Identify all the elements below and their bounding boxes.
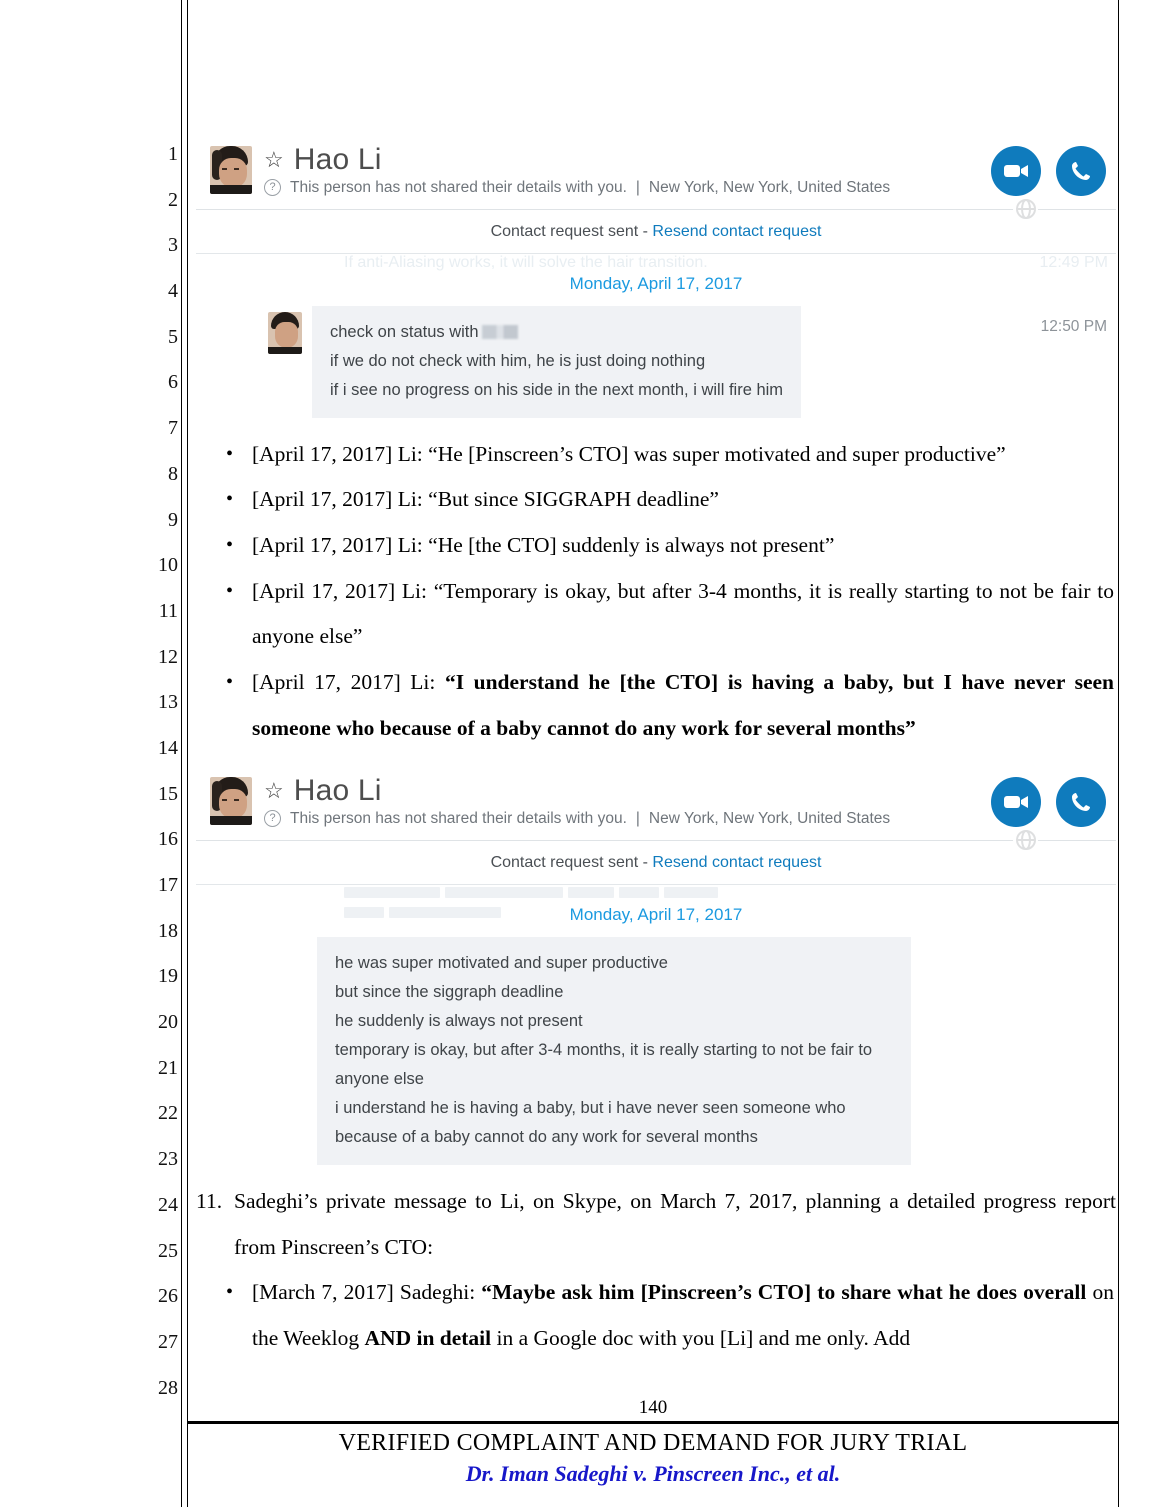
line-number: 10 — [158, 554, 178, 577]
message-row-2 — [196, 937, 1116, 1165]
resend-contact-request-link[interactable]: Resend contact request — [652, 222, 822, 240]
date-divider: Monday, April 17, 2017 — [569, 904, 743, 924]
globe-icon — [1013, 828, 1038, 853]
skype-contact-header-2 — [196, 767, 1116, 832]
line-number: 13 — [158, 691, 178, 714]
page-left-inner-rule — [187, 0, 188, 1507]
line-number: 8 — [168, 462, 178, 485]
contact-details-text: This person has not shared their details with you. — [290, 809, 627, 827]
line-number: 15 — [158, 782, 178, 805]
message-line: temporary is okay, but after 3-4 months, it is really starting to not be fair to anyone else — [335, 1040, 873, 1088]
page-footer — [187, 1398, 1119, 1487]
line-number: 19 — [158, 965, 178, 988]
contact-request-row-2 — [196, 841, 1116, 884]
paragraph-text: Sadeghi’s private message to Li, on Skype, on March 7, 2017, planning a detailed progress report from Pinscreen’s CTO: — [234, 1188, 1116, 1259]
paragraph-number: 11. — [196, 1188, 223, 1213]
line-number: 27 — [158, 1330, 178, 1353]
call-actions-2 — [991, 777, 1106, 827]
skype-screenshot-1 — [196, 136, 1116, 418]
detail-separator: | — [635, 809, 640, 827]
footer-rule — [187, 1421, 1119, 1424]
video-camera-icon[interactable] — [991, 146, 1041, 196]
line-number: 23 — [158, 1148, 178, 1171]
line-number: 11 — [158, 599, 178, 622]
line-number: 6 — [168, 371, 178, 394]
line-number: 21 — [158, 1056, 178, 1079]
call-actions-1 — [991, 146, 1106, 196]
skype-screenshot-2 — [196, 767, 1116, 1165]
contact-avatar — [210, 777, 252, 825]
line-number: 28 — [158, 1376, 178, 1399]
phone-icon[interactable] — [1056, 146, 1106, 196]
message-line: if i see no progress on his side in the next month, i will fire him — [330, 380, 784, 399]
question-circle-icon: ? — [264, 810, 281, 827]
date-divider-row-1 — [196, 260, 1116, 306]
line-number: 14 — [158, 736, 178, 759]
message-line: i understand he is having a baby, but i have never seen someone who because of a baby cannot do any work for several months — [335, 1098, 846, 1146]
message-line: but since the siggraph deadline — [335, 982, 564, 1001]
list-item: • [April 17, 2017] Li: “Temporary is okay, but after 3-4 months, it is really starting to not be fair to anyone else” — [196, 569, 1116, 660]
line-number: 22 — [158, 1102, 178, 1125]
list-item: • [March 7, 2017] Sadeghi: “Maybe ask him [Pinscreen’s CTO] to share what he does overall on the Weeklog AND in detail in a Google doc with you [Li] and me only. Add — [196, 1270, 1116, 1361]
message-row-1 — [196, 306, 1116, 418]
line-number: 2 — [168, 188, 178, 211]
skype-conversation-1 — [196, 254, 1116, 418]
contact-location: New York, New York, United States — [648, 178, 891, 196]
page-content — [196, 0, 1116, 1362]
message-line: he suddenly is always not present — [335, 1011, 583, 1030]
message-line: check on status with — [330, 318, 783, 347]
date-divider-row-2 — [196, 891, 1116, 937]
globe-icon — [1013, 197, 1038, 222]
line-number: 7 — [168, 417, 178, 440]
quote-bullet-list-1 — [196, 432, 1116, 752]
contact-request-text: Contact request sent - — [490, 853, 653, 871]
line-number: 12 — [158, 645, 178, 668]
list-item: • [April 17, 2017] Li: “But since SIGGRAPH deadline” — [196, 477, 1116, 523]
footer-document-title: VERIFIED COMPLAINT AND DEMAND FOR JURY TRIAL — [338, 1430, 968, 1456]
contact-name: Hao Li — [293, 774, 382, 808]
line-number: 17 — [158, 874, 178, 896]
video-camera-icon[interactable] — [991, 777, 1041, 827]
header-divider-2 — [196, 840, 1116, 841]
footer-case-caption: Dr. Iman Sadeghi v. Pinscreen Inc., et al. — [465, 1461, 841, 1486]
page-number: 140 — [638, 1397, 668, 1418]
contact-request-text: Contact request sent - — [490, 222, 653, 240]
detail-separator: | — [635, 178, 640, 196]
contact-avatar — [210, 146, 252, 194]
line-number: 25 — [158, 1239, 178, 1262]
question-circle-icon: ? — [264, 179, 281, 196]
faded-previous-time: 12:49 PM — [1039, 253, 1108, 271]
message-line: he was super motivated and super productive — [335, 953, 668, 972]
page-right-rule — [1118, 0, 1119, 1507]
line-number: 9 — [168, 508, 178, 531]
resend-contact-request-link[interactable]: Resend contact request — [652, 853, 822, 871]
redaction-block — [482, 325, 518, 339]
skype-conversation-2 — [196, 885, 1116, 1165]
line-number: 16 — [158, 828, 178, 851]
faded-previous-message: If anti-Aliasing works, it will solve the hair transition. — [344, 253, 708, 271]
quote-bullet-list-2 — [196, 1270, 1116, 1361]
favorite-star-icon[interactable]: ☆ — [264, 778, 284, 804]
contact-request-row-1 — [196, 210, 1116, 253]
line-number: 1 — [168, 143, 178, 165]
contact-details-text: This person has not shared their details with you. — [290, 178, 627, 196]
message-bubble-2[interactable] — [317, 937, 911, 1165]
list-item: • [April 17, 2017] Li: “He [the CTO] suddenly is always not present” — [196, 523, 1116, 569]
line-number: 5 — [168, 325, 178, 348]
line-number-column — [140, 132, 178, 1411]
line-number: 26 — [158, 1285, 178, 1308]
line-number: 4 — [168, 280, 178, 303]
message-bubble-1[interactable] — [312, 306, 801, 418]
line-number: 24 — [158, 1193, 178, 1216]
favorite-star-icon[interactable]: ☆ — [264, 146, 284, 172]
line-number: 18 — [158, 919, 178, 942]
skype-contact-header-1 — [196, 136, 1116, 201]
header-divider-1 — [196, 209, 1116, 210]
line-number: 3 — [168, 234, 178, 257]
message-line: if we do not check with him, he is just doing nothing — [330, 351, 706, 370]
list-item: • [April 17, 2017] Li: “He [Pinscreen’s CTO] was super motivated and super productive” — [196, 432, 1116, 478]
message-timestamp: 12:50 PM — [1040, 317, 1107, 335]
paragraph-11 — [196, 1179, 1116, 1270]
date-divider: Monday, April 17, 2017 — [569, 273, 743, 293]
line-number: 20 — [158, 1011, 178, 1034]
phone-icon[interactable] — [1056, 777, 1106, 827]
message-avatar — [268, 312, 302, 354]
contact-location: New York, New York, United States — [648, 809, 891, 827]
list-item: • [April 17, 2017] Li: “I understand he [the CTO] is having a baby, but I have never seen someone who because of a baby cannot do any work for several months” — [196, 660, 1116, 751]
contact-name: Hao Li — [293, 143, 382, 176]
page-left-outer-rule — [181, 0, 182, 1507]
